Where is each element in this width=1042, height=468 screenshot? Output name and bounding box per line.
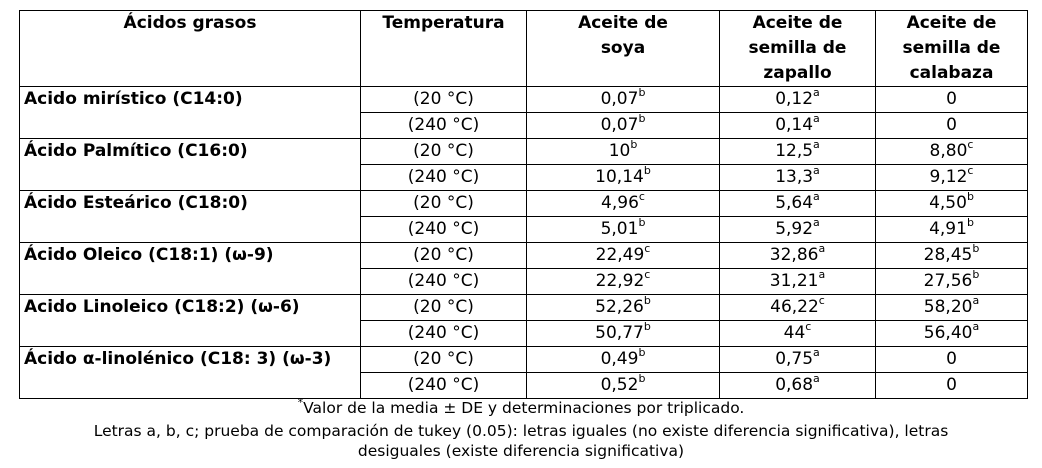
calabaza-value: 9,12$^c$ [876, 165, 1028, 191]
zapallo-value: 12,5$^a$ [720, 139, 876, 165]
zapallo-value: 0,14$^a$ [720, 113, 876, 139]
fatty-acids-table [19, 10, 1028, 399]
calabaza-value: 56,40$^a$ [876, 321, 1028, 347]
zapallo-value: 0,68$^a$ [720, 373, 876, 399]
soya-value: 22,49$^c$ [527, 243, 720, 269]
footnote-line-3: desiguales (existe diferencia significativa) [357, 442, 685, 460]
soya-value: 0,07$^b$ [527, 87, 720, 113]
temperature-cell: (240 °C) [361, 113, 527, 139]
calabaza-value: 28,45$^b$ [876, 243, 1028, 269]
table-row [20, 295, 1028, 321]
temperature-cell: (240 °C) [361, 321, 527, 347]
calabaza-value: 0 [876, 113, 1028, 139]
temperature-cell: (20 °C) [361, 295, 527, 321]
acid-name: Ácido α-linolénico (C18: 3) (ω-3) [20, 347, 361, 399]
header-temperatura: Temperatura [361, 11, 527, 87]
soya-value: 10$^b$ [527, 139, 720, 165]
acid-name: Acido Linoleico (C18:2) (ω-6) [20, 295, 361, 347]
zapallo-value: 13,3$^a$ [720, 165, 876, 191]
header-aceite-soya: Aceite de soya [527, 11, 720, 87]
temperature-cell: (240 °C) [361, 373, 527, 399]
table-row [20, 139, 1028, 165]
zapallo-value: 31,21$^a$ [720, 269, 876, 295]
acid-name: Acido mirístico (C14:0) [20, 87, 361, 139]
header-aceite-zapallo: Aceite de semilla de zapallo [720, 11, 876, 87]
acid-name: Ácido Esteárico (C18:0) [20, 191, 361, 243]
table-row [20, 243, 1028, 269]
table-row [20, 191, 1028, 217]
temperature-cell: (240 °C) [361, 165, 527, 191]
soya-value: 22,92$^c$ [527, 269, 720, 295]
soya-value: 0,49$^b$ [527, 347, 720, 373]
temperature-cell: (240 °C) [361, 217, 527, 243]
soya-value: 4,96$^c$ [527, 191, 720, 217]
calabaza-value: 0 [876, 347, 1028, 373]
temperature-cell: (240 °C) [361, 269, 527, 295]
acid-name: Ácido Oleico (C18:1) (ω-9) [20, 243, 361, 295]
footnote-line-2: Letras a, b, c; prueba de comparación de tukey (0.05): letras iguales (no existe diferencia significativa), letras [93, 422, 949, 440]
table-row [20, 87, 1028, 113]
soya-value: 52,26$^b$ [527, 295, 720, 321]
zapallo-value: 5,92$^a$ [720, 217, 876, 243]
calabaza-value: 0 [876, 87, 1028, 113]
zapallo-value: 5,64$^a$ [720, 191, 876, 217]
soya-value: 0,07$^b$ [527, 113, 720, 139]
temperature-cell: (20 °C) [361, 139, 527, 165]
temperature-cell: (20 °C) [361, 87, 527, 113]
zapallo-value: 0,75$^a$ [720, 347, 876, 373]
soya-value: 5,01$^b$ [527, 217, 720, 243]
calabaza-value: 4,91$^b$ [876, 217, 1028, 243]
calabaza-value: 0 [876, 373, 1028, 399]
zapallo-value: 0,12$^a$ [720, 87, 876, 113]
footnote-line-1: *Valor de la media ± DE y determinaciones por triplicado. [297, 395, 745, 417]
zapallo-value: 32,86$^a$ [720, 243, 876, 269]
table-row [20, 347, 1028, 373]
soya-value: 0,52$^b$ [527, 373, 720, 399]
soya-value: 50,77$^b$ [527, 321, 720, 347]
footnote-marker: * [297, 395, 304, 409]
calabaza-value: 8,80$^c$ [876, 139, 1028, 165]
temperature-cell: (20 °C) [361, 191, 527, 217]
acid-name: Ácido Palmítico (C16:0) [20, 139, 361, 191]
temperature-cell: (20 °C) [361, 243, 527, 269]
header-acidos-grasos: Ácidos grasos [20, 11, 361, 87]
temperature-cell: (20 °C) [361, 347, 527, 373]
calabaza-value: 4,50$^b$ [876, 191, 1028, 217]
soya-value: 10,14$^b$ [527, 165, 720, 191]
calabaza-value: 27,56$^b$ [876, 269, 1028, 295]
header-row [20, 11, 1028, 87]
calabaza-value: 58,20$^a$ [876, 295, 1028, 321]
zapallo-value: 46,22$^c$ [720, 295, 876, 321]
zapallo-value: 44$^c$ [720, 321, 876, 347]
header-aceite-calabaza: Aceite de semilla de calabaza [876, 11, 1028, 87]
